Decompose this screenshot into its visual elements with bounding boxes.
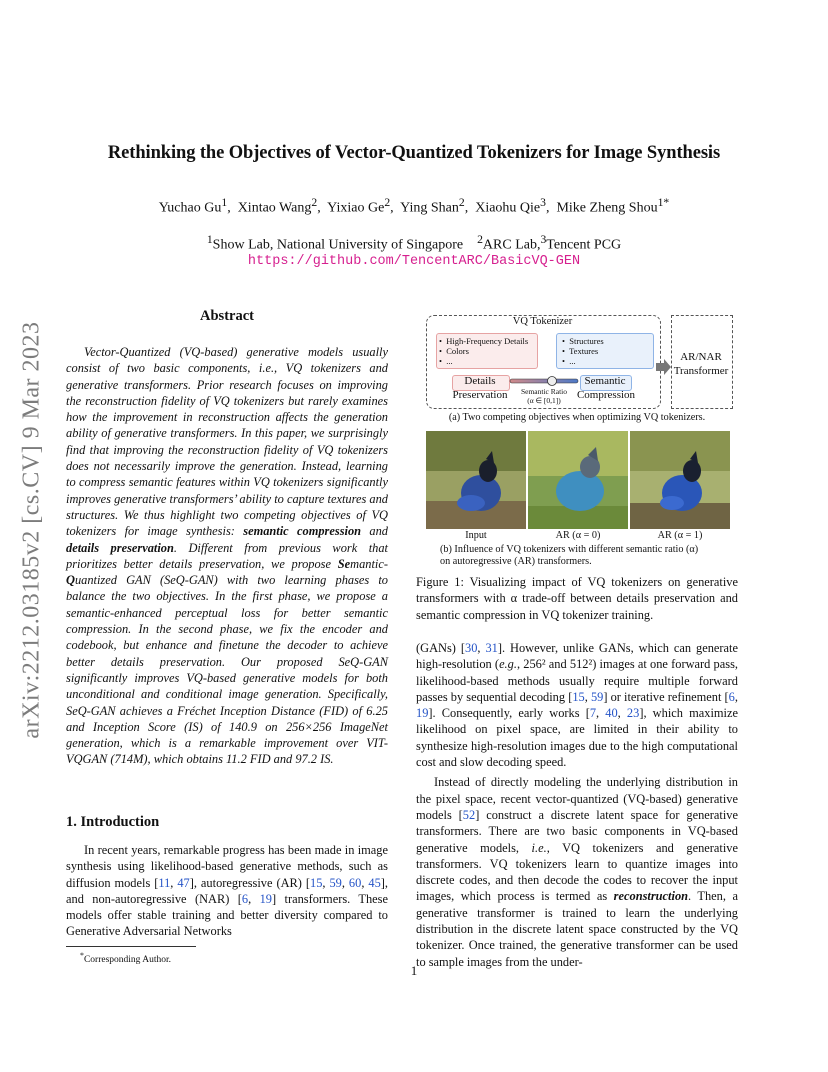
intro-text: , bbox=[341, 875, 349, 890]
figure-caption-b bbox=[440, 544, 698, 568]
body-text: ]. However, unlike GANs, which can generate high-resolution ( bbox=[416, 641, 738, 672]
bullet-item: ... bbox=[446, 356, 453, 366]
intro-heading: 1. Introduction bbox=[66, 814, 160, 830]
abstract-text: uantized GAN (SeQ-GAN) with two learning phases to balance the two objectives. In the first phase, we propose a semantic-enhanced perceptual loss for better semantic compression. In the second phase, we fix the encoder and codebook, but enhance and finetune the decoder to achieve better details preservation. Our proposed SeQ-GAN significantly improves VQ-based generative models for both unconditional and conditional image generation. Specifically, SeQ-GAN achieves a Fréchet Inception Distance (FID) of 6.25 and Inception Score (IS) of 140.9 on 256×256 ImageNet generation, which is a remarkable improvement over VIT-VQGAN (714M), which obtains 11.2 FID and 97.2 IS. bbox=[66, 573, 388, 767]
author: Xintao Wang bbox=[237, 200, 312, 216]
ar-alpha-0-bird-image bbox=[528, 431, 628, 529]
affiliation: Show Lab, National University of Singapore bbox=[212, 237, 464, 253]
citation-link[interactable]: 47 bbox=[177, 875, 190, 890]
body-text: , 256² and 512²) images at one forward pass, likelihood-based methods usually require multiple forward passes by sequential decoding [ bbox=[416, 657, 738, 704]
citation-link[interactable]: 31 bbox=[485, 641, 498, 655]
arxiv-stamp bbox=[14, 290, 50, 770]
img-label-alpha-1: AR (α = 1) bbox=[657, 530, 703, 541]
body-text: ]. Consequently, early works [ bbox=[428, 706, 590, 721]
right-column-body bbox=[416, 640, 738, 970]
bullet-item: ... bbox=[569, 356, 576, 366]
author: Mike Zheng Shou bbox=[556, 200, 658, 216]
figure-1-caption: Figure 1: Visualizing impact of VQ tokenizers on generative transformers with α trade-off between details preservation and semantic compression in VQ tokenizer training. bbox=[416, 575, 738, 622]
caption-b-line: on autoregressive (AR) transformers. bbox=[440, 556, 592, 567]
author-sup: 2 bbox=[384, 196, 391, 209]
author-sup: 1 bbox=[221, 196, 228, 209]
page-number: 1 bbox=[410, 963, 418, 978]
affiliation: ARC Lab, bbox=[482, 237, 541, 253]
bullet-item: High-Frequency Details bbox=[446, 336, 529, 346]
affil-sup: 2 bbox=[477, 233, 483, 246]
input-bird-image bbox=[426, 431, 526, 529]
arxiv-id: arXiv:2212.03185v2 [cs.CV] 9 Mar 2023 bbox=[18, 321, 45, 739]
body-text: ] construct a discrete latent space for generative transformers. There are two basic components in VQ-based generative models, bbox=[416, 807, 738, 855]
citation-link[interactable]: 59 bbox=[590, 689, 604, 704]
body-text: , bbox=[584, 689, 591, 704]
intro-text: ], and non-autoregressive (NAR) [ bbox=[66, 875, 388, 906]
body-text: , VQ tokenizers and generative transformers. VQ tokenizers learn to quantize images into discrete codes, and then decode the codes to recover the input images, which process is termed as bbox=[416, 840, 738, 904]
intro-text: , bbox=[361, 875, 369, 890]
semantic-label-2: Compression bbox=[576, 389, 636, 401]
body-text: (GANs) [ bbox=[416, 641, 465, 655]
citation-link[interactable]: 40 bbox=[605, 706, 618, 721]
body-text: . Then, a generative transformer is trained to learn the underlying distribution in the discrete latent space constructed by the VQ tokenizer. Once trained, the generative transformer can be used to sample images from the under- bbox=[416, 889, 738, 969]
author: Yixiao Ge bbox=[327, 200, 385, 216]
vq-tokenizer-title: VQ Tokenizer bbox=[512, 316, 573, 327]
author-sup: 1* bbox=[657, 196, 670, 209]
ratio-range-text: (α ∈ [0,1]) bbox=[527, 395, 561, 405]
paper-title: Rethinking the Objectives of Vector-Quantized Tokenizers for Image Synthesis bbox=[107, 143, 721, 163]
body-bold-italic: reconstruction bbox=[613, 889, 689, 904]
intro-text: ], autoregressive (AR) [ bbox=[189, 875, 311, 890]
affiliation: Tencent PCG bbox=[546, 237, 622, 253]
abstract-heading: Abstract bbox=[200, 308, 254, 324]
citation-link[interactable]: 30 bbox=[465, 641, 478, 655]
author: Xiaohu Qie bbox=[475, 200, 541, 216]
author-sup: 3 bbox=[540, 196, 546, 209]
semantic-ratio-slider bbox=[508, 374, 580, 388]
body-italic: i.e. bbox=[531, 840, 547, 855]
affil-sup: 3 bbox=[540, 233, 547, 246]
abstract-text: and bbox=[361, 524, 388, 539]
citation-link[interactable]: 59 bbox=[329, 875, 342, 890]
citation-link[interactable]: 15 bbox=[572, 689, 585, 704]
citation-link[interactable]: 15 bbox=[310, 875, 323, 890]
bullet-item: Textures bbox=[569, 346, 599, 356]
bullet-item: Structures bbox=[569, 336, 604, 346]
footnote-text: Corresponding Author. bbox=[83, 955, 172, 966]
footnote-rule bbox=[66, 946, 196, 947]
intro-text: , bbox=[170, 875, 178, 890]
details-label: Details bbox=[464, 375, 496, 387]
ar-nar-label bbox=[671, 350, 731, 378]
author-sup: 2 bbox=[311, 196, 318, 209]
details-bullets: • High-Frequency Details • Colors • ... bbox=[439, 336, 529, 366]
img-label-input: Input bbox=[465, 530, 487, 541]
intro-text: In recent years, remarkable progress has been made in image synthesis using likelihood-based generative methods, such as diffusion models [ bbox=[66, 843, 388, 890]
citation-link[interactable]: 11 bbox=[158, 875, 171, 890]
ratio-label-text: Semantic Ratio bbox=[520, 387, 568, 396]
intro-text: ] transformers. These models offer stable training and better diversity compared to Generative Adversarial Networks bbox=[66, 891, 388, 939]
citation-link[interactable]: 6 bbox=[241, 891, 249, 906]
body-text: Instead of directly modeling the underlying distribution in the pixel space, recent vector-quantized (VQ-based) generative models [ bbox=[416, 775, 738, 822]
img-label-alpha-0: AR (α = 0) bbox=[555, 530, 601, 541]
abstract-bold: Q bbox=[66, 573, 75, 588]
body-text: , bbox=[734, 689, 738, 704]
body-text: ], which maximize likelihood on pixel space, are limited in their ability to synthesize high-resolution images due to the high computational cost and slow decoding speed. bbox=[416, 706, 738, 770]
details-label-2: Preservation bbox=[452, 389, 508, 401]
abstract-body bbox=[66, 344, 388, 768]
intro-text: , bbox=[322, 875, 330, 890]
affiliations bbox=[0, 233, 828, 254]
citation-link[interactable]: 19 bbox=[416, 706, 429, 721]
figure-caption-a: (a) Two competing objectives when optimizing VQ tokenizers. bbox=[448, 412, 706, 423]
abstract-bold: details preservation bbox=[66, 540, 174, 555]
abstract-bold: Se bbox=[337, 556, 351, 571]
semantic-bullets: • Structures • Textures • ... bbox=[562, 336, 604, 366]
bullet-item: Colors bbox=[446, 346, 469, 356]
repo-link[interactable]: https://github.com/TencentARC/BasicVQ-GEN bbox=[247, 254, 581, 269]
citation-link[interactable]: 60 bbox=[348, 875, 362, 890]
intro-body bbox=[66, 842, 388, 940]
abstract-text: . Different from previous work that prioritizes better details preservation, we propose bbox=[66, 540, 388, 571]
affil-sup: 1 bbox=[206, 233, 213, 246]
author: Yuchao Gu bbox=[158, 200, 222, 216]
author-sup: 2 bbox=[458, 196, 465, 209]
citation-link[interactable]: 45 bbox=[368, 875, 381, 890]
body-italic: e.g. bbox=[499, 657, 517, 672]
citation-link[interactable]: 23 bbox=[626, 706, 640, 721]
ar-label-line: Transformer bbox=[673, 365, 729, 377]
body-text: ] or iterative refinement [ bbox=[603, 689, 729, 704]
intro-text: , bbox=[248, 891, 260, 906]
ar-alpha-1-bird-image bbox=[630, 431, 730, 529]
citation-link[interactable]: 7 bbox=[589, 706, 597, 721]
body-text: , bbox=[477, 641, 486, 655]
body-text: , bbox=[596, 706, 606, 721]
abstract-text: mantic- bbox=[350, 556, 388, 571]
abstract-bold: semantic compression bbox=[243, 524, 362, 539]
citation-link[interactable]: 52 bbox=[462, 807, 476, 822]
abstract-text: Vector-Quantized (VQ-based) generative models usually consist of two basic components, i.e., VQ tokenizers and generative transformers. Prior research focuses on improving the reconstruction fidelity of VQ tokenizers but rarely examines how the improvement in reconstruction affects the generation ability of generative transformers. In this paper, we surprisingly find that improving the reconstruction fidelity of VQ tokenizers does not necessarily improve the generation. Instead, learning to compress semantic features within VQ tokenizers significantly improves generative transformers’ ability to capture textures and structures. We thus highlight two competing objectives of VQ tokenizers for image synthesis: bbox=[66, 345, 388, 539]
citation-link[interactable]: 6 bbox=[728, 689, 735, 704]
author-list: Yuchao Gu$^1$, Xintao Wang$^2$, Yixiao Ge$^2$, Ying Shan$^2$, Xiaohu Qie$^3$, Mike Zheng Shou$^{1*}$ bbox=[158, 196, 670, 216]
citation-link[interactable]: 19 bbox=[259, 891, 272, 906]
author: Ying Shan bbox=[400, 200, 459, 216]
arrow-icon bbox=[656, 359, 672, 375]
body-text: , bbox=[617, 706, 627, 721]
ar-label-line: AR/NAR bbox=[680, 351, 722, 363]
footnote-mark: * bbox=[80, 951, 84, 960]
semantic-label: Semantic bbox=[584, 375, 626, 387]
caption-b-line: (b) Influence of VQ tokenizers with different semantic ratio (α) bbox=[440, 544, 699, 555]
ratio-label bbox=[508, 388, 580, 405]
